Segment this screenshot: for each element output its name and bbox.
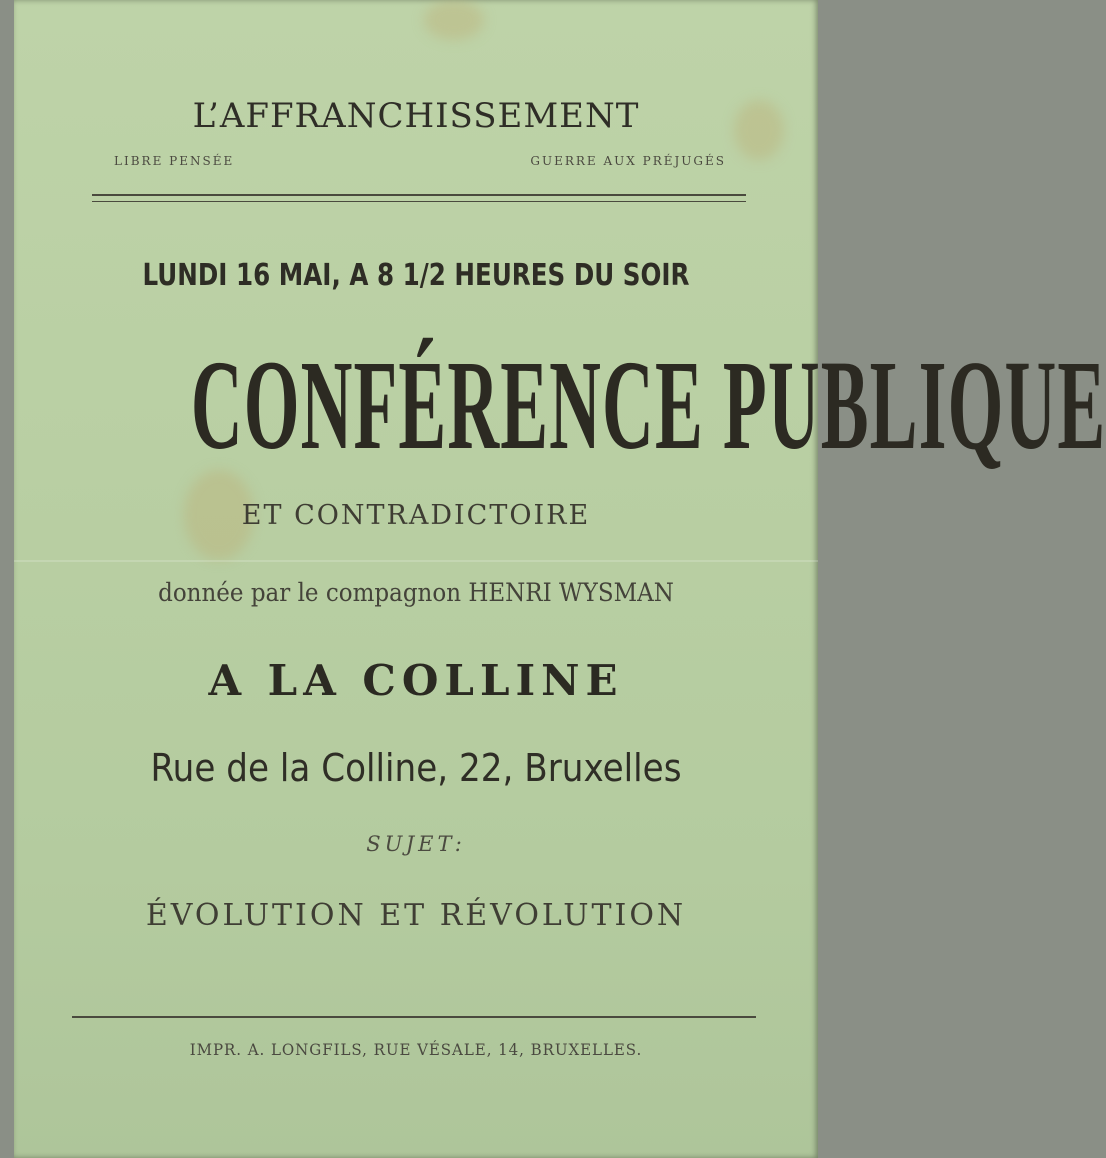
motto-right: GUERRE AUX PRÉJUGÉS — [530, 154, 726, 168]
journal-title: L’AFFRANCHISSEMENT — [192, 96, 640, 136]
header-divider — [92, 194, 746, 202]
footer-divider — [72, 1016, 756, 1018]
poster-subtitle: ET CONTRADICTOIRE — [241, 500, 591, 531]
motto-left: LIBRE PENSÉE — [114, 154, 235, 168]
subject-label: SUJET: — [366, 832, 466, 856]
paper-stain — [424, 0, 484, 40]
speaker-line: donnée par le compagnon HENRI WYSMAN — [158, 578, 674, 607]
venue-name: A LA COLLINE — [208, 656, 624, 705]
poster-title: CONFÉRENCE PUBLIQUE — [190, 334, 1106, 476]
paper-fold — [14, 560, 818, 562]
event-date: LUNDI 16 MAI, A 8 1/2 HEURES DU SOIR — [142, 258, 690, 293]
poster-sheet — [14, 0, 1106, 1158]
printer-credit: IMPR. A. LONGFILS, RUE VÉSALE, 14, BRUXELLES. — [189, 1040, 643, 1059]
venue-address: Rue de la Colline, 22, Bruxelles — [150, 746, 682, 790]
subject-value: ÉVOLUTION ET RÉVOLUTION — [145, 898, 687, 933]
